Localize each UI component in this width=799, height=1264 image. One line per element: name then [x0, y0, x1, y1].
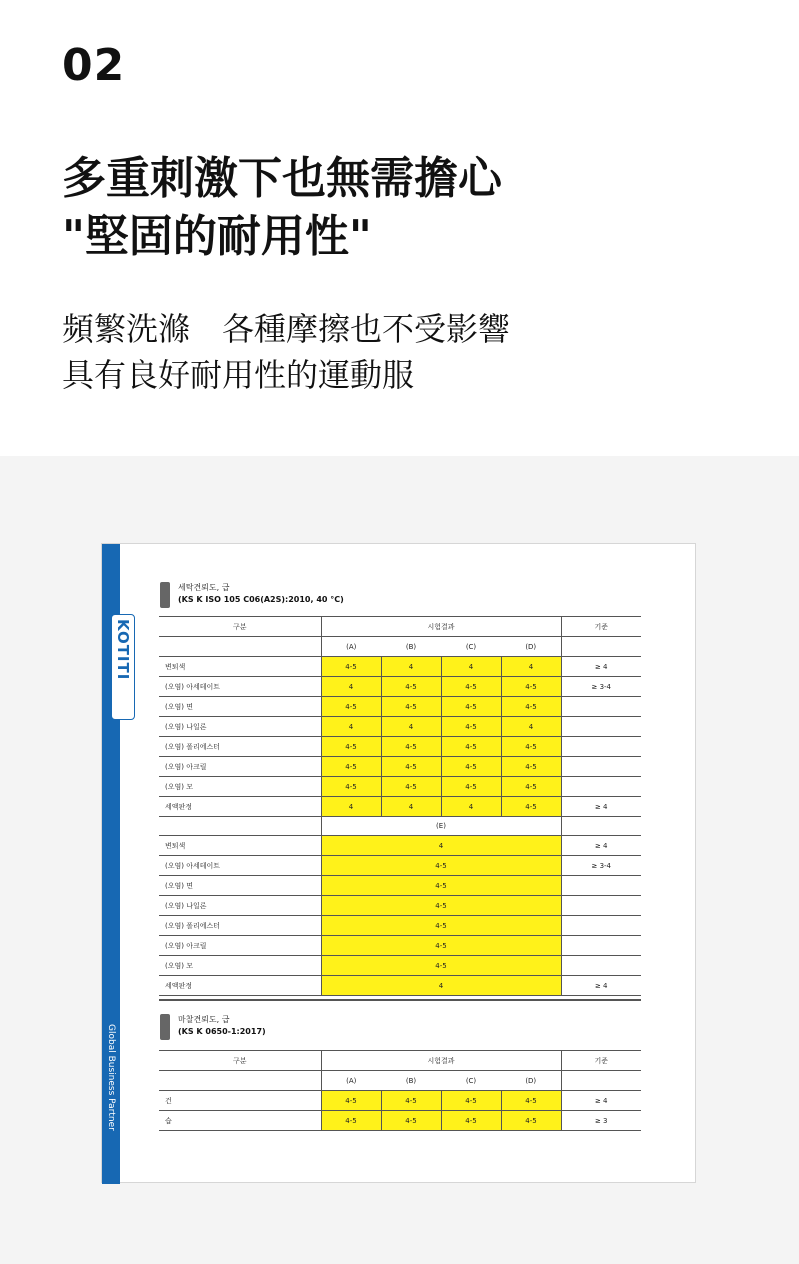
wash-table: [159, 616, 641, 817]
result-cell: 4-5: [501, 797, 561, 817]
row-label: 세액판정: [159, 797, 321, 817]
row-label: (오염) 모: [159, 777, 321, 797]
result-cell: 4-5: [381, 1111, 441, 1131]
result-cell: 4-5: [381, 737, 441, 757]
table-row: [159, 777, 641, 797]
result-cell: 4-5: [441, 757, 501, 777]
result-cell: 4-5: [321, 916, 561, 936]
table-row: [159, 657, 641, 677]
criteria-cell: ≥ 3: [561, 1111, 641, 1131]
result-cell: 4-5: [441, 1091, 501, 1111]
result-cell: 4-5: [381, 777, 441, 797]
result-cell: 4: [441, 657, 501, 677]
result-cell: 4-5: [321, 657, 381, 677]
table-row: [159, 737, 641, 757]
result-cell: 4: [381, 797, 441, 817]
headline-line-1: 多重刺激下也無需擔心: [62, 153, 502, 204]
row-label: (오염) 모: [159, 956, 321, 976]
result-cell: 4: [501, 717, 561, 737]
header-criteria: 기준: [561, 1051, 641, 1071]
sample-label: (B): [381, 1071, 441, 1091]
result-cell: 4: [441, 797, 501, 817]
wash-table-e: [159, 816, 641, 996]
result-cell: 4-5: [321, 936, 561, 956]
row-label: (오염) 나일론: [159, 896, 321, 916]
result-cell: 4-5: [381, 677, 441, 697]
criteria-cell: [561, 916, 641, 936]
result-cell: 4-5: [501, 757, 561, 777]
row-label: 습: [159, 1111, 321, 1131]
subtext-line-1: 頻繁洗滌 各種摩擦也不受影響: [62, 310, 511, 348]
header-results: 시험결과: [321, 617, 561, 637]
header-criteria: 기준: [561, 617, 641, 637]
row-label: 세액판정: [159, 976, 321, 996]
result-cell: 4-5: [381, 1091, 441, 1111]
headline-line-2: "堅固的耐用性": [62, 211, 372, 262]
criteria-cell: [561, 936, 641, 956]
rub-table: [159, 1050, 641, 1131]
table-row: [159, 757, 641, 777]
result-cell: 4-5: [501, 777, 561, 797]
criteria-cell: [561, 896, 641, 916]
result-cell: 4-5: [321, 1091, 381, 1111]
header-category: 구분: [159, 1051, 321, 1071]
criteria-cell: [561, 777, 641, 797]
rub-standard: (KS K 0650-1:2017): [178, 1027, 266, 1036]
row-label: 건: [159, 1091, 321, 1111]
result-cell: 4-5: [441, 677, 501, 697]
empty-cell: [561, 637, 641, 657]
row-label: 변퇴색: [159, 836, 321, 856]
table-row: [159, 956, 641, 976]
sample-row: [159, 637, 641, 657]
table-row: [159, 677, 641, 697]
criteria-cell: ≥ 4: [561, 657, 641, 677]
table-row: [159, 856, 641, 876]
criteria-cell: ≥ 3-4: [561, 856, 641, 876]
row-label: (오염) 폴리에스터: [159, 737, 321, 757]
result-cell: 4-5: [321, 737, 381, 757]
criteria-cell: ≥ 3-4: [561, 677, 641, 697]
sample-label: (A): [321, 1071, 381, 1091]
sample-label: (D): [501, 1071, 561, 1091]
row-label: (오염) 아세테이트: [159, 677, 321, 697]
section-number: 02: [62, 40, 126, 91]
sample-label: (C): [441, 1071, 501, 1091]
sample-row: [159, 1071, 641, 1091]
side-tagline: Global Business Partner: [106, 1024, 116, 1131]
table-row: [159, 916, 641, 936]
row-label: (오염) 아크릴: [159, 936, 321, 956]
intro-section: [0, 0, 799, 456]
header-category: 구분: [159, 617, 321, 637]
heading-marker: [160, 1014, 170, 1040]
subtext-line-2: 具有良好耐用性的運動服: [62, 356, 415, 394]
table-row: [159, 976, 641, 996]
headline: [62, 150, 502, 266]
result-cell: 4-5: [441, 737, 501, 757]
sample-label: (D): [501, 637, 561, 657]
table-row: [159, 797, 641, 817]
row-label: (오염) 아크릴: [159, 757, 321, 777]
heading-marker: [160, 582, 170, 608]
result-cell: 4-5: [501, 1091, 561, 1111]
result-cell: 4-5: [321, 876, 561, 896]
result-cell: 4: [321, 976, 561, 996]
row-label: (오염) 아세테이트: [159, 856, 321, 876]
result-cell: 4-5: [501, 677, 561, 697]
criteria-cell: [561, 757, 641, 777]
result-cell: 4-5: [381, 697, 441, 717]
result-cell: 4-5: [321, 757, 381, 777]
table-header-row: [159, 1051, 641, 1071]
empty-cell: [159, 1071, 321, 1091]
kotiti-logo: [111, 614, 135, 720]
empty-cell: [159, 637, 321, 657]
table-row: [159, 896, 641, 916]
result-cell: 4-5: [441, 1111, 501, 1131]
criteria-cell: [561, 697, 641, 717]
row-label: (오염) 폴리에스터: [159, 916, 321, 936]
sample-label: (E): [321, 816, 561, 836]
row-label: (오염) 면: [159, 697, 321, 717]
header-results: 시험결과: [321, 1051, 561, 1071]
criteria-cell: ≥ 4: [561, 836, 641, 856]
sample-label: (B): [381, 637, 441, 657]
criteria-cell: ≥ 4: [561, 976, 641, 996]
empty-cell: [159, 816, 321, 836]
result-cell: 4-5: [441, 717, 501, 737]
result-cell: 4-5: [381, 757, 441, 777]
result-cell: 4-5: [321, 777, 381, 797]
result-cell: 4: [501, 657, 561, 677]
sample-row: [159, 816, 641, 836]
test-report-document: [101, 543, 696, 1183]
result-cell: 4: [321, 717, 381, 737]
rub-title: 마찰견뢰도, 급: [178, 1015, 230, 1024]
criteria-cell: [561, 717, 641, 737]
empty-cell: [561, 1071, 641, 1091]
result-cell: 4: [381, 717, 441, 737]
row-label: (오염) 나일론: [159, 717, 321, 737]
result-cell: 4-5: [321, 856, 561, 876]
table-row: [159, 876, 641, 896]
result-cell: 4: [321, 836, 561, 856]
subtext: [62, 306, 510, 398]
result-cell: 4-5: [321, 896, 561, 916]
table-header-row: [159, 617, 641, 637]
result-cell: 4-5: [501, 1111, 561, 1131]
criteria-cell: [561, 737, 641, 757]
table-row: [159, 1111, 641, 1131]
section-divider: [159, 999, 641, 1001]
wash-standard: (KS K ISO 105 C06(A2S):2010, 40 °C): [178, 595, 344, 604]
result-cell: 4-5: [321, 697, 381, 717]
result-cell: 4-5: [441, 697, 501, 717]
criteria-cell: [561, 956, 641, 976]
criteria-cell: ≥ 4: [561, 797, 641, 817]
table-row: [159, 836, 641, 856]
empty-cell: [561, 816, 641, 836]
result-cell: 4-5: [321, 956, 561, 976]
result-cell: 4-5: [501, 737, 561, 757]
result-cell: 4-5: [321, 1111, 381, 1131]
result-cell: 4: [321, 797, 381, 817]
row-label: 변퇴색: [159, 657, 321, 677]
criteria-cell: ≥ 4: [561, 1091, 641, 1111]
table-row: [159, 697, 641, 717]
table-row: [159, 936, 641, 956]
result-cell: 4-5: [441, 777, 501, 797]
result-cell: 4-5: [501, 697, 561, 717]
sample-label: (A): [321, 637, 381, 657]
wash-title: 세탁견뢰도, 급: [178, 583, 230, 592]
result-cell: 4: [321, 677, 381, 697]
table-row: [159, 717, 641, 737]
criteria-cell: [561, 876, 641, 896]
result-cell: 4: [381, 657, 441, 677]
sample-label: (C): [441, 637, 501, 657]
logo-text: KOTITI: [114, 619, 132, 681]
row-label: (오염) 면: [159, 876, 321, 896]
table-row: [159, 1091, 641, 1111]
